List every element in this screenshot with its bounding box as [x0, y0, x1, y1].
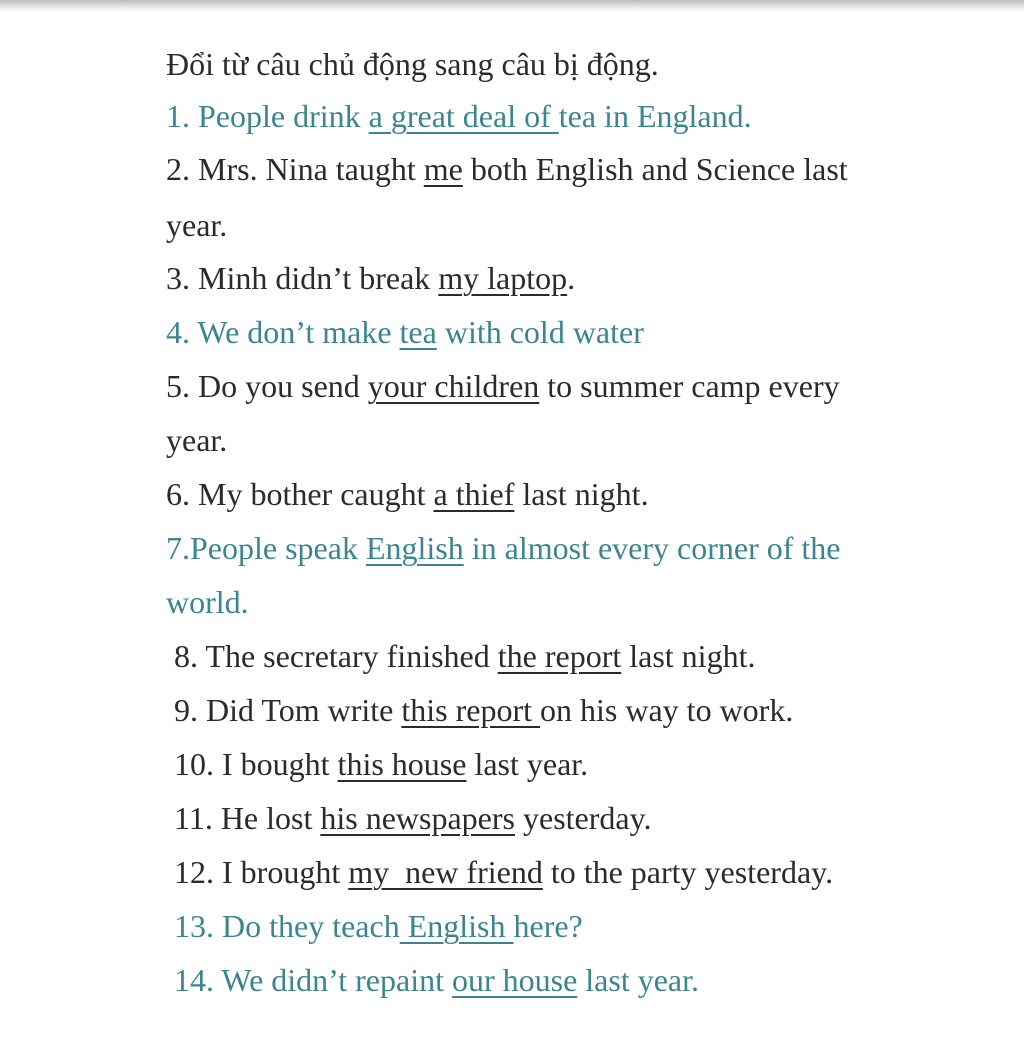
item-text: on his way to work.	[540, 692, 794, 728]
item-text: to summer camp every	[539, 368, 840, 404]
underlined-object: English	[399, 908, 514, 944]
exercise-item-11	[174, 798, 652, 838]
exercise-item-14	[174, 960, 699, 1000]
exercise-item-7	[166, 528, 840, 568]
underlined-object: a great deal of	[368, 98, 559, 134]
item-text: last year.	[466, 746, 589, 782]
exercise-item-3	[166, 258, 575, 298]
underlined-object: your children	[367, 368, 540, 404]
underlined-object: this report	[401, 692, 541, 728]
underlined-object: English	[365, 530, 464, 566]
item-text: 13. Do they teach	[174, 908, 400, 944]
exercise-item-5-continuation: year.	[166, 422, 228, 458]
exercise-item-10	[174, 744, 588, 784]
item-text: here?	[513, 908, 583, 944]
item-text: last night.	[514, 476, 649, 512]
item-text: 5. Do you send	[166, 368, 368, 404]
exercise-item-1	[166, 96, 752, 136]
exercise-item-12	[174, 852, 833, 892]
item-text: both English and Science last	[462, 151, 848, 187]
exercise-item-6	[166, 474, 649, 514]
top-shadow	[0, 0, 1024, 12]
underlined-object: the report	[497, 638, 622, 674]
exercise-item-7-continuation: world.	[166, 584, 249, 620]
exercise-item-4	[166, 312, 644, 352]
exercise-item-2	[166, 149, 848, 189]
exercise-item-2-continuation: year.	[166, 207, 228, 243]
item-text: with cold water	[436, 314, 644, 350]
item-text: 2. Mrs. Nina taught	[166, 151, 424, 187]
item-text: 12. I brought	[174, 854, 349, 890]
item-text: last night.	[621, 638, 756, 674]
item-text: 8. The secretary finished	[174, 638, 498, 674]
item-text: 9. Did Tom write	[174, 692, 402, 728]
item-text: last year.	[577, 962, 700, 998]
underlined-object: this house	[337, 746, 467, 782]
item-text: .	[567, 260, 576, 296]
item-text: to the party yesterday.	[542, 854, 834, 890]
underlined-object: tea	[399, 314, 437, 350]
item-text: yesterday.	[514, 800, 652, 836]
worksheet-title: Đổi từ câu chủ động sang câu bị động.	[166, 46, 659, 82]
item-text: 14. We didn’t repaint	[174, 962, 452, 998]
underlined-object: a thief	[433, 476, 515, 512]
item-text: in almost every corner of the	[463, 530, 841, 566]
item-text: 4. We don’t make	[166, 314, 400, 350]
underlined-object: his newspapers	[320, 800, 515, 836]
exercise-item-9	[174, 690, 793, 730]
item-text: 11. He lost	[174, 800, 321, 836]
underlined-object: my new friend	[348, 854, 543, 890]
item-text: 7.People speak	[166, 530, 366, 566]
exercise-item-13	[174, 906, 583, 946]
item-text: 1. People drink	[166, 98, 369, 134]
item-text: tea in England.	[558, 98, 752, 134]
underlined-object: our house	[451, 962, 578, 998]
item-text: 6. My bother caught	[166, 476, 434, 512]
underlined-object: me	[423, 151, 463, 187]
item-text: 10. I bought	[174, 746, 338, 782]
exercise-item-5	[166, 366, 840, 406]
item-text: 3. Minh didn’t break	[166, 260, 439, 296]
underlined-object: my laptop	[438, 260, 568, 296]
exercise-item-8	[174, 636, 755, 676]
